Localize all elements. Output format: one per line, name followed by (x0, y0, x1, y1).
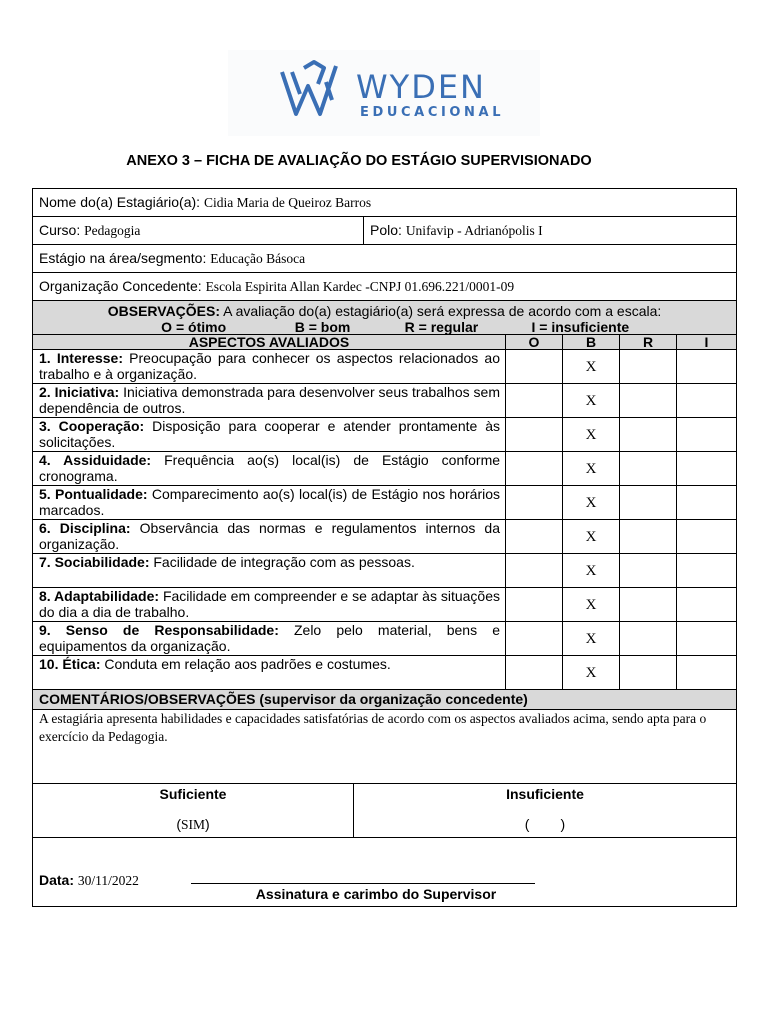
mark-o (506, 384, 563, 418)
scale-regular: R = regular (404, 319, 479, 335)
curso-cell (33, 217, 364, 244)
mark-i (677, 418, 736, 452)
header-r: R (620, 335, 677, 350)
aspect-row-7 (33, 554, 506, 588)
evaluation-form (32, 188, 737, 907)
logo-brand: WYDEN (356, 68, 486, 106)
aspect-title: 3. Cooperação: (39, 418, 145, 434)
row-nome (33, 189, 736, 217)
mark-o (506, 588, 563, 622)
mark-r (620, 350, 677, 384)
suficiente-cell (33, 784, 354, 837)
observacoes-line (33, 303, 736, 319)
polo-cell (364, 217, 736, 244)
document-title: ANEXO 3 – FICHA DE AVALIAÇÃO DO ESTÁGIO SUPERVISIONADO (126, 153, 592, 169)
observacoes-scale (33, 319, 736, 335)
scale-bom: B = bom (294, 319, 351, 335)
polo-value: Unifavip - Adrianópolis I (405, 223, 543, 238)
aspect-title: 2. Iniciativa: (39, 384, 120, 400)
aspect-row-8 (33, 588, 506, 622)
insuficiente-answer: ( ) (524, 816, 566, 832)
aspect-title: 5. Pontualidade: (39, 486, 148, 502)
polo-label: Polo: (370, 222, 402, 238)
header-i: I (677, 335, 736, 350)
observacoes-row (33, 301, 736, 335)
mark-r (620, 452, 677, 486)
mark-o (506, 622, 563, 656)
mark-r (620, 486, 677, 520)
aspect-row-3 (33, 418, 506, 452)
mark-b: X (563, 622, 620, 656)
aspect-desc: Conduta em relação aos padrões e costumes. (104, 656, 391, 672)
mark-i (677, 588, 736, 622)
suficiente-close: ) (205, 816, 210, 832)
mark-r (620, 520, 677, 554)
aspect-desc: Comparecimento ao(s) local(is) de Estágio nos horários marcados. (39, 486, 500, 518)
mark-i (677, 656, 736, 690)
nome-value: Cidia Maria de Queiroz Barros (203, 195, 372, 210)
aspect-title: 10. Ética: (39, 656, 101, 672)
insuficiente-cell (354, 784, 736, 837)
suficiente-answer (33, 816, 353, 833)
logo-subtitle: EDUCACIONAL (360, 105, 505, 120)
area-value: Educação Básoca (210, 251, 306, 266)
aspect-title: 7. Sociabilidade: (39, 554, 150, 570)
insuficiente-label: Insuficiente (506, 786, 584, 802)
aspect-title: 4. Assiduidade: (39, 452, 152, 468)
mark-r (620, 588, 677, 622)
scale-otimo: O = ótimo (161, 319, 227, 335)
area-label: Estágio na área/segmento: (39, 250, 207, 266)
observacoes-label: OBSERVAÇÕES: (107, 303, 221, 319)
suficiente-label: Suficiente (159, 786, 227, 802)
aspect-desc: Facilidade de integração com as pessoas. (153, 554, 415, 570)
mark-i (677, 452, 736, 486)
suficiente-value: SIM (180, 817, 205, 832)
mark-b: X (563, 520, 620, 554)
aspect-row-10 (33, 656, 506, 690)
aspect-row-5 (33, 486, 506, 520)
mark-o (506, 350, 563, 384)
aspect-title: 8. Adaptabilidade: (39, 588, 160, 604)
mark-o (506, 452, 563, 486)
resultado-row (33, 784, 736, 838)
scale-insuficiente: I = insuficiente (531, 319, 630, 335)
mark-r (620, 418, 677, 452)
mark-i (677, 384, 736, 418)
observacoes-text: A avaliação do(a) estagiário(a) será expressa de acordo com a escala: (223, 303, 662, 319)
mark-b: X (563, 554, 620, 588)
mark-o (506, 554, 563, 588)
curso-value: Pedagogia (84, 223, 141, 238)
aspect-desc: Disposição para cooperar e atender prontamente às solicitações. (39, 418, 501, 450)
org-value: Escola Espirita Allan Kardec -CNPJ 01.696.221/0001-09 (205, 279, 515, 294)
header-aspectos: ASPECTOS AVALIADOS (33, 335, 506, 350)
mark-b: X (563, 486, 620, 520)
data-value: 30/11/2022 (77, 873, 139, 888)
row-organizacao (33, 273, 736, 301)
mark-r (620, 554, 677, 588)
mark-b: X (563, 418, 620, 452)
aspect-row-1 (33, 350, 506, 384)
mark-b: X (563, 384, 620, 418)
mark-r (620, 384, 677, 418)
data-label: Data: (39, 872, 75, 888)
header-b: B (563, 335, 620, 350)
suficiente-open: ( (176, 816, 181, 832)
aspectos-table (33, 335, 736, 690)
comentarios-header: COMENTÁRIOS/OBSERVAÇÕES (supervisor da organização concedente) (33, 690, 736, 710)
mark-o (506, 418, 563, 452)
aspect-row-4 (33, 452, 506, 486)
mark-o (506, 520, 563, 554)
aspect-title: 6. Disciplina: (39, 520, 131, 536)
wyden-logo-icon (278, 58, 350, 122)
mark-i (677, 520, 736, 554)
data-field (39, 872, 139, 889)
signature-caption: Assinatura e carimbo do Supervisor (255, 886, 497, 902)
mark-r (620, 622, 677, 656)
mark-i (677, 554, 736, 588)
aspect-title: 9. Senso de Responsabilidade: (39, 622, 279, 638)
aspect-row-9 (33, 622, 506, 656)
aspect-row-2 (33, 384, 506, 418)
nome-label: Nome do(a) Estagiário(a): (39, 194, 201, 210)
mark-i (677, 350, 736, 384)
mark-b: X (563, 350, 620, 384)
aspect-desc: Preocupação para conhecer os aspectos relacionados ao trabalho e à organização. (39, 350, 501, 382)
aspectos-grid (33, 335, 736, 690)
mark-o (506, 486, 563, 520)
mark-r (620, 656, 677, 690)
row-curso-polo (33, 217, 736, 245)
aspect-title: 1. Interesse: (39, 350, 123, 366)
mark-i (677, 622, 736, 656)
aspect-desc: Zelo pelo material, bens e equipamentos da organização. (39, 622, 500, 654)
header-o: O (506, 335, 563, 350)
signature-line (191, 883, 535, 884)
aspect-desc: Observância das normas e regulamentos internos da organização. (39, 520, 501, 552)
aspect-desc: Facilidade em compreender e se adaptar às situações do dia a dia de trabalho. (39, 588, 500, 620)
aspect-desc: Frequência ao(s) local(is) de Estágio conforme cronograma. (39, 452, 501, 484)
mark-o (506, 656, 563, 690)
mark-b: X (563, 452, 620, 486)
aspect-row-6 (33, 520, 506, 554)
mark-b: X (563, 656, 620, 690)
curso-label: Curso: (39, 222, 81, 238)
comentarios-text: A estagiária apresenta habilidades e capacidades satisfatórias de acordo com os aspectos avaliados acima, sendo apta para o exercício da Pedagogia. (33, 710, 736, 784)
wyden-logo (228, 50, 540, 136)
aspect-desc: Iniciativa demonstrada para desenvolver seus trabalhos sem dependência de outros. (39, 384, 500, 416)
assinatura-row (33, 838, 736, 906)
mark-b: X (563, 588, 620, 622)
row-area (33, 245, 736, 273)
mark-i (677, 486, 736, 520)
org-label: Organização Concedente: (39, 278, 202, 294)
